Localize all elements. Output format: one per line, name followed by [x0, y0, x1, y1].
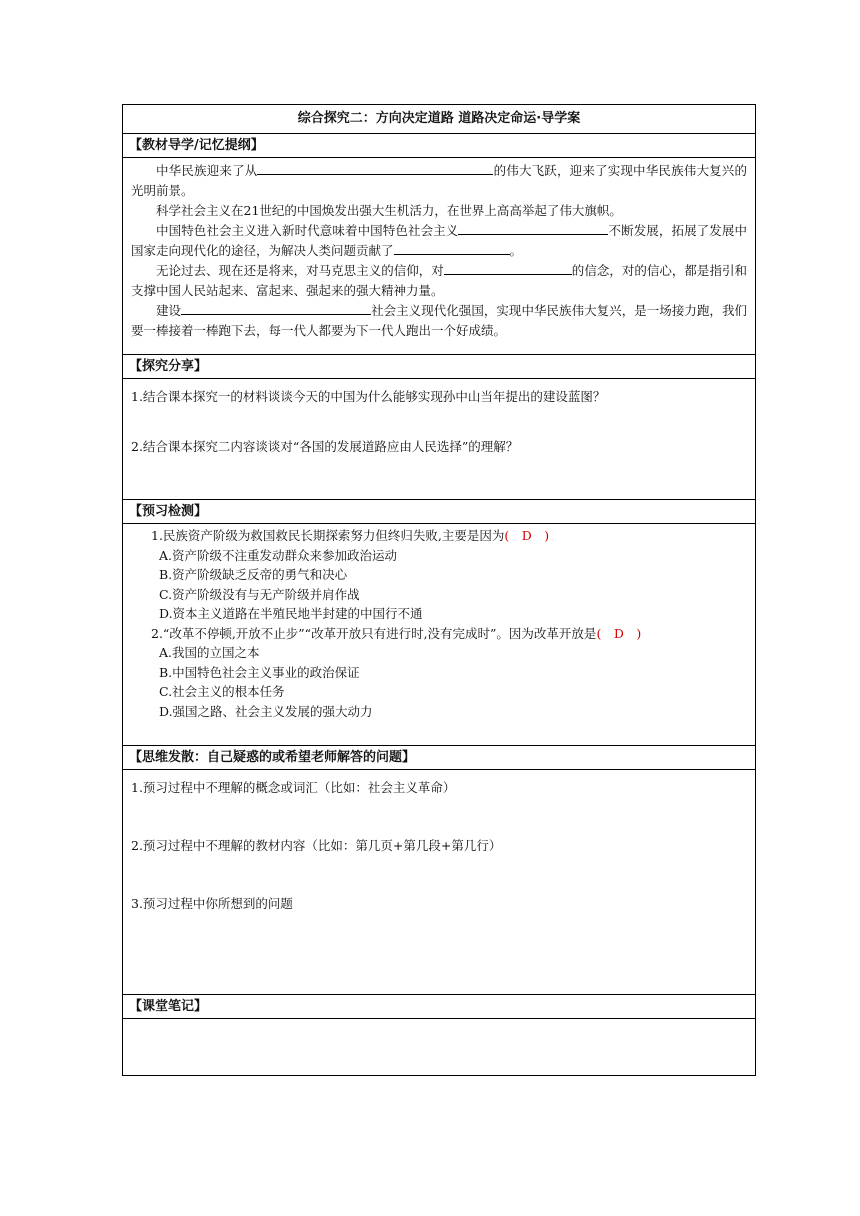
preview-question-2: 2.“改革不停顿,开放不止步”“改革开放只有进行时,没有完成时”。因为改革开放是( D ): [151, 625, 642, 641]
section-header-guide: 【教材导学/记忆提纲】: [123, 133, 755, 157]
section-header-thinking: 【思维发散：自己疑惑的或希望老师解答的问题】: [123, 745, 755, 769]
option-item: C.资产阶级没有与无产阶级并肩作战: [159, 586, 360, 602]
guide-paragraph-3: 中国特色社会主义进入新时代意味着中国特色社会主义 不断发展，拓展了发展中国家走向现代化的途径，为解决人类问题贡献了 。: [131, 223, 747, 258]
option-item: B.中国特色社会主义事业的政治保证: [159, 664, 360, 680]
section-header-explore: 【探究分享】: [123, 354, 755, 378]
option-item: D.强国之路、社会主义发展的强大动力: [159, 703, 373, 719]
answer-mark: ( D ): [504, 528, 550, 543]
fill-blank[interactable]: [394, 241, 510, 255]
answer-mark: ( D ): [596, 625, 642, 641]
section-header-notes: 【课堂笔记】: [123, 994, 755, 1018]
preview-question-1: 1.民族资产阶级为救国救民长期探索努力但终归失败,主要是因为( D ): [151, 528, 550, 543]
option-item: B.资产阶级缺乏反帝的勇气和决心: [159, 567, 348, 582]
option-item: A.资产阶级不注重发动群众来参加政治运动: [159, 547, 398, 563]
section-header-preview: 【预习检测】: [123, 499, 755, 523]
explore-content: [123, 378, 755, 499]
fill-blank[interactable]: [181, 301, 371, 315]
guide-paragraph-5: 建设 社会主义现代化强国，实现中华民族伟大复兴，是一场接力跑，我们要一棒接着一棒跑下去，每一代人都要为下一代人跑出一个好成绩。: [131, 303, 747, 338]
option-item: C.社会主义的根本任务: [159, 684, 285, 699]
guide-content: [123, 157, 755, 354]
option-item: A.我国的立国之本: [159, 645, 260, 660]
fill-blank[interactable]: [444, 261, 572, 275]
fill-blank[interactable]: [257, 161, 493, 175]
thinking-item-1: 1.预习过程中不理解的概念或词汇（比如：社会主义革命）: [131, 780, 456, 795]
explore-question-1: 1.结合课本探究一的材料谈谈今天的中国为什么能够实现孙中山当年提出的建设蓝图？: [131, 389, 606, 404]
study-guide-table: [122, 104, 756, 1076]
page-title: 综合探究二：方向决定道路 道路决定命运·导学案: [297, 111, 581, 126]
guide-paragraph-1: 中华民族迎来了从 的伟大飞跃，迎来了实现中华民族伟大复兴的光明前景。: [131, 163, 747, 198]
explore-question-2: 2.结合课本探究二内容谈谈对“各国的发展道路应由人民选择”的理解？: [131, 439, 519, 454]
guide-paragraph-4: 无论过去、现在还是将来，对马克思主义的信仰，对 的信念，对的信心，都是指引和支撑中国人民站起来、富起来、强起来的强大精神力量。: [131, 263, 747, 298]
thinking-content: [123, 769, 755, 994]
guide-paragraph-2: 科学社会主义在21世纪的中国焕发出强大生机活力，在世界上高高举起了伟大旗帜。: [156, 203, 622, 218]
option-item: D.资本主义道路在半殖民地半封建的中国行不通: [159, 606, 423, 621]
thinking-item-3: 3.预习过程中你所想到的问题: [131, 896, 293, 911]
preview-content: [123, 523, 755, 745]
notes-area[interactable]: [123, 1018, 755, 1075]
fill-blank[interactable]: [458, 221, 608, 235]
thinking-item-2: 2.预习过程中不理解的教材内容（比如：第几页+第几段+第几行）: [131, 838, 502, 853]
